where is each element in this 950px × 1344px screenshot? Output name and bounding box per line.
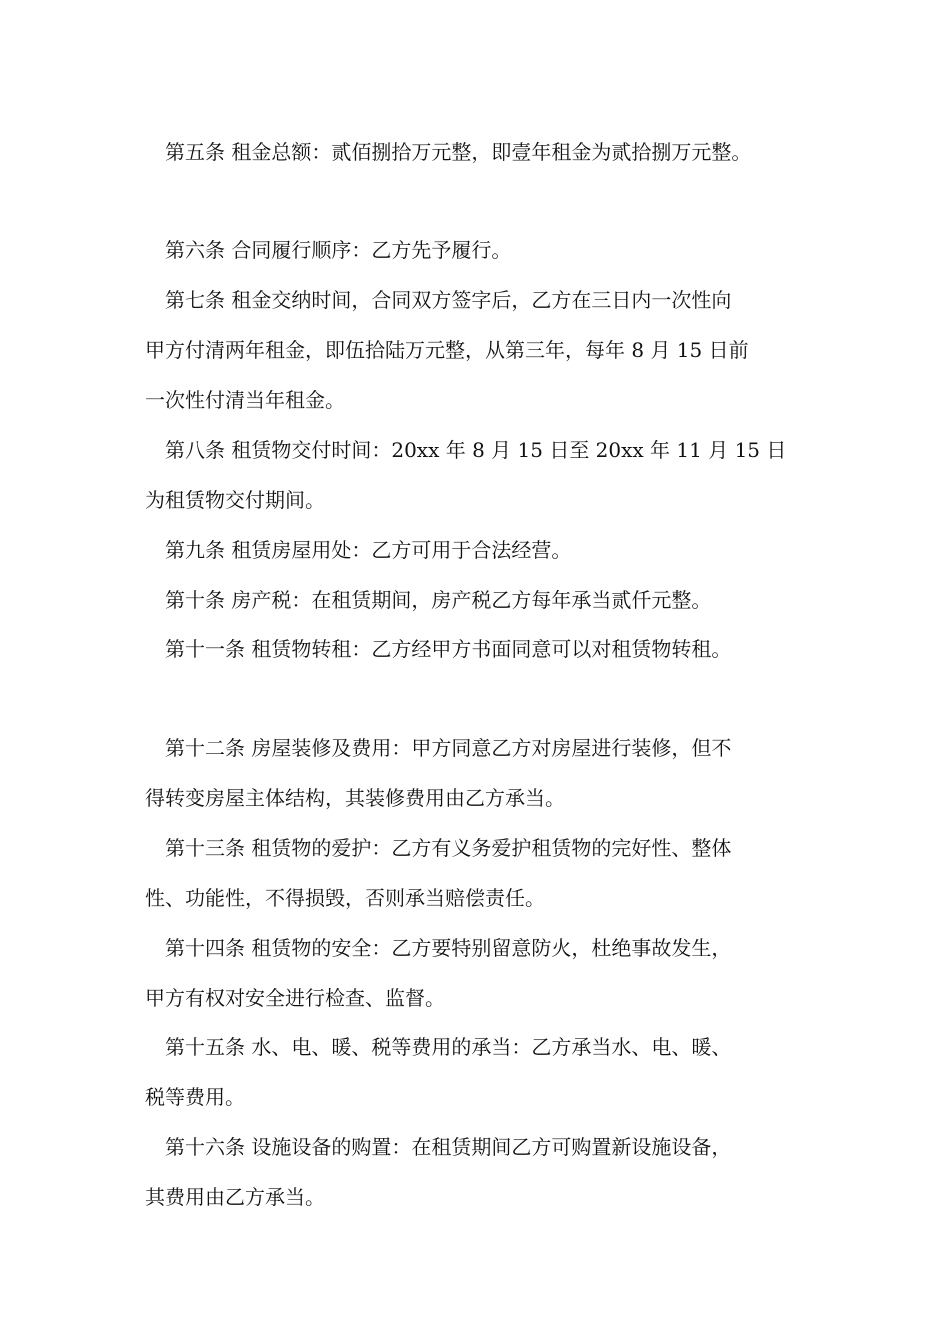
clause-12-line-2: 得转变房屋主体结构，其装修费用由乙方承当。 <box>145 786 565 810</box>
clause-16-line-2: 其费用由乙方承当。 <box>145 1185 325 1209</box>
clause-14-line-1: 第十四条 租赁物的安全：乙方要特别留意防火，杜绝事故发生， <box>165 936 732 960</box>
clause-7-line-3: 一次性付清当年租金。 <box>145 388 345 412</box>
clause-14-line-2: 甲方有权对安全进行检查、监督。 <box>145 986 445 1010</box>
clause-10-line-1: 第十条 房产税：在租赁期间，房产税乙方每年承当贰仟元整。 <box>165 588 712 612</box>
clause-16-line-1: 第十六条 设施设备的购置：在租赁期间乙方可购置新设施设备， <box>165 1135 732 1159</box>
clause-13-line-2: 性、功能性，不得损毁，否则承当赔偿责任。 <box>145 886 545 910</box>
clause-15-line-2: 税等费用。 <box>145 1085 245 1109</box>
clause-5-line-1: 第五条 租金总额：贰佰捌拾万元整，即壹年租金为贰拾捌万元整。 <box>165 140 752 164</box>
clause-11-line-1: 第十一条 租赁物转租：乙方经甲方书面同意可以对租赁物转租。 <box>165 637 732 661</box>
clause-12-line-1: 第十二条 房屋装修及费用：甲方同意乙方对房屋进行装修，但不 <box>165 736 732 760</box>
clause-8-line-1: 第八条 租赁物交付时间：20xx 年 8 月 15 日至 20xx 年 11 月 15 日 <box>165 438 787 462</box>
clause-13-line-1: 第十三条 租赁物的爱护：乙方有义务爱护租赁物的完好性、整体 <box>165 836 732 860</box>
clause-8-line-2: 为租赁物交付期间。 <box>145 488 325 512</box>
clause-7-line-1: 第七条 租金交纳时间，合同双方签字后，乙方在三日内一次性向 <box>165 288 732 312</box>
clause-9-line-1: 第九条 租赁房屋用处：乙方可用于合法经营。 <box>165 538 572 562</box>
clause-6-line-1: 第六条 合同履行顺序：乙方先予履行。 <box>165 238 512 262</box>
clause-15-line-1: 第十五条 水、电、暖、税等费用的承当：乙方承当水、电、暖、 <box>165 1035 732 1059</box>
clause-7-line-2: 甲方付清两年租金，即伍拾陆万元整，从第三年，每年 8 月 15 日前 <box>145 338 749 362</box>
